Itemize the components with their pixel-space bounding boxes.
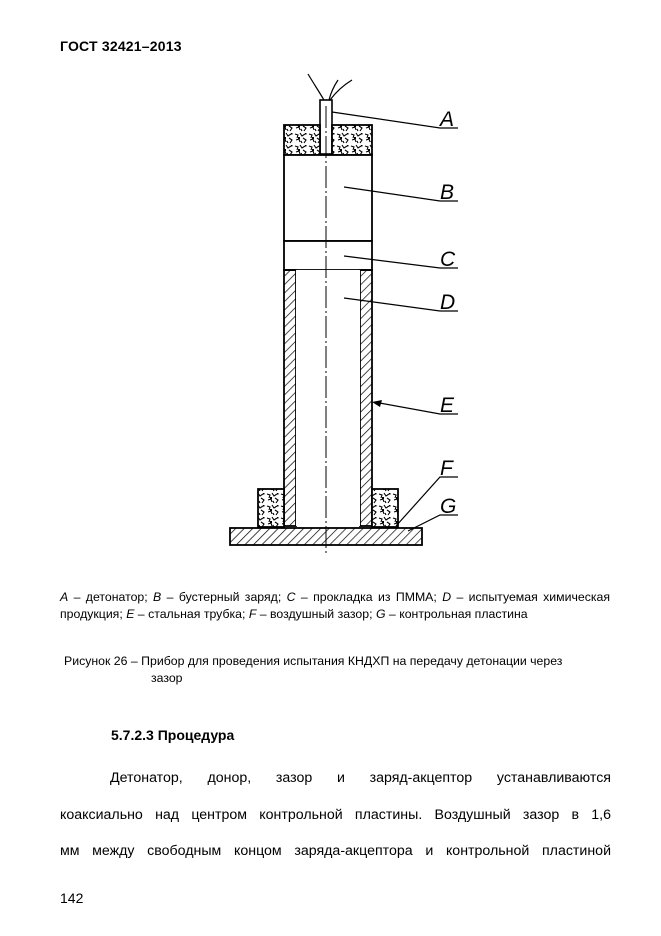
figure-title-line2: зазор — [151, 670, 183, 685]
legend-text-e: – стальная трубка; — [134, 606, 249, 621]
label-b: B — [440, 181, 455, 204]
legend-key-e: E — [126, 606, 135, 621]
arrow-head — [372, 400, 382, 407]
paragraph-line: коаксиально над центром контрольной пластины. Воздушный зазор в 1,6 — [60, 806, 611, 823]
booster-charge — [284, 155, 372, 241]
legend-text-d: – испытуемая химическая продукция; — [60, 590, 610, 621]
legend-key-b: B — [153, 590, 162, 604]
section-heading: 5.7.2.3 Процедура — [111, 727, 235, 743]
label-f: F — [440, 457, 453, 480]
paragraph-line: мм между свободным концом заряда-акцептора и контрольной пластиной — [60, 843, 611, 859]
detonator-wires — [308, 74, 352, 100]
label-c: C — [440, 248, 456, 271]
label-d: D — [440, 291, 456, 314]
legend-key-a: A — [60, 590, 69, 604]
label-e: E — [440, 394, 455, 417]
document-header: ГОСТ 32421–2013 — [60, 38, 182, 54]
legend-text-f: – воздушный зазор; — [256, 606, 376, 621]
figure-title-line1: Рисунок 26 – Прибор для проведения испытания КНДХП на передачу детонации через — [64, 654, 563, 668]
legend-text-c: – прокладка из ПММА; — [295, 590, 443, 604]
legend-key-c: C — [286, 590, 296, 604]
label-a: A — [440, 108, 455, 131]
test-substance — [296, 270, 360, 526]
body-paragraph — [60, 760, 611, 870]
legend-text-a: – детонатор; — [68, 590, 154, 604]
figure-title — [64, 653, 610, 686]
page-number: 142 — [60, 890, 84, 906]
legend-key-f: F — [248, 606, 257, 621]
legend-text-g: – контрольная пластина — [385, 606, 528, 621]
legend-key-d: D — [442, 590, 452, 604]
label-g: G — [440, 495, 457, 518]
pmma-spacer — [284, 241, 372, 270]
legend-key-g: G — [375, 606, 386, 621]
paragraph-line: Детонатор, донор, зазор и заряд-акцептор устанавливаются — [110, 770, 611, 786]
figure-legend — [60, 589, 610, 622]
legend-text-b: – бустерный заряд; — [161, 590, 287, 604]
